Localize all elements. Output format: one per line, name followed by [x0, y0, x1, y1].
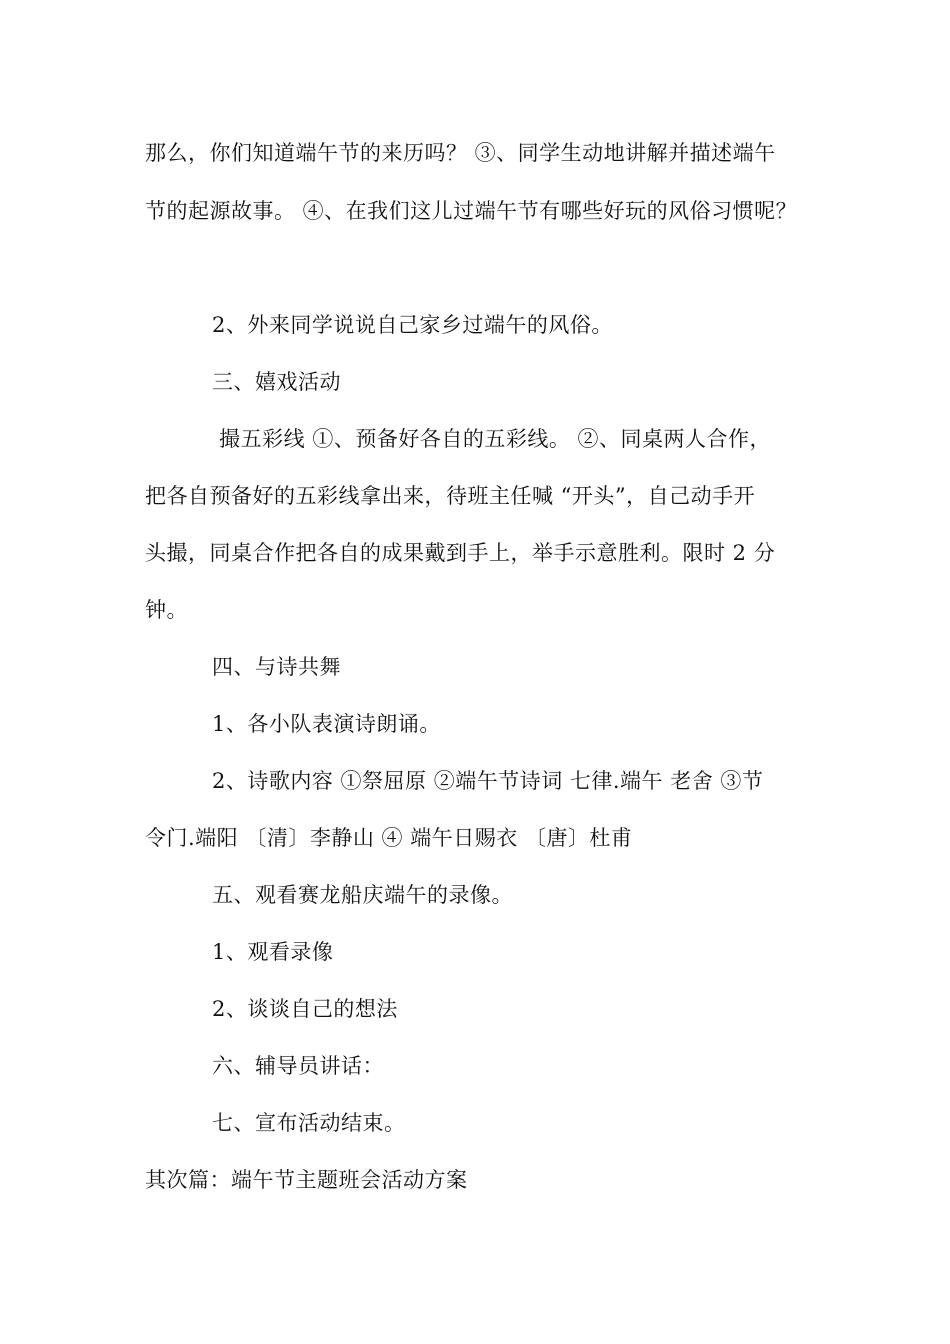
- section-heading: 四、与诗共舞: [212, 655, 341, 679]
- paragraph-line: 令门.端阳 〔清〕李静山 ④ 端午日赐衣 〔唐〕杜甫: [145, 826, 633, 850]
- paragraph-line: 头撮，同桌合作把各自的成果戴到手上，举手示意胜利。限时 2 分: [145, 541, 776, 565]
- list-item: 2、诗歌内容 ①祭屈原 ②端午节诗词 七律.端午 老舍 ③节: [212, 769, 764, 793]
- list-item: 1、观看录像: [212, 940, 334, 964]
- section-heading: 三、嬉戏活动: [212, 370, 341, 394]
- section-heading: 六、辅导员讲话：: [212, 1054, 384, 1078]
- paragraph-line: 节的起源故事。 ④、在我们这儿过端午节有哪些好玩的风俗习惯呢？: [145, 199, 798, 223]
- paragraph-line: 钟。: [145, 598, 188, 622]
- paragraph-line: 撮五彩线 ①、预备好各自的五彩线。 ②、同桌两人合作，: [212, 427, 772, 451]
- section-heading: 七、宣布活动结束。: [212, 1111, 406, 1135]
- list-item: 2、外来同学说说自己家乡过端午的风俗。: [212, 313, 613, 337]
- list-item: 1、各小队表演诗朗诵。: [212, 712, 441, 736]
- list-item: 2、谈谈自己的想法: [212, 997, 398, 1021]
- document-title: 其次篇：端午节主题班会活动方案: [145, 1168, 468, 1192]
- paragraph-line: 把各自预备好的五彩线拿出来，待班主任喊 “开头”，自己动手开: [145, 484, 756, 508]
- section-heading: 五、观看赛龙船庆端午的录像。: [212, 883, 513, 907]
- paragraph-line: 那么，你们知道端午节的来历吗？ ③、同学生动地讲解并描述端午: [145, 141, 776, 165]
